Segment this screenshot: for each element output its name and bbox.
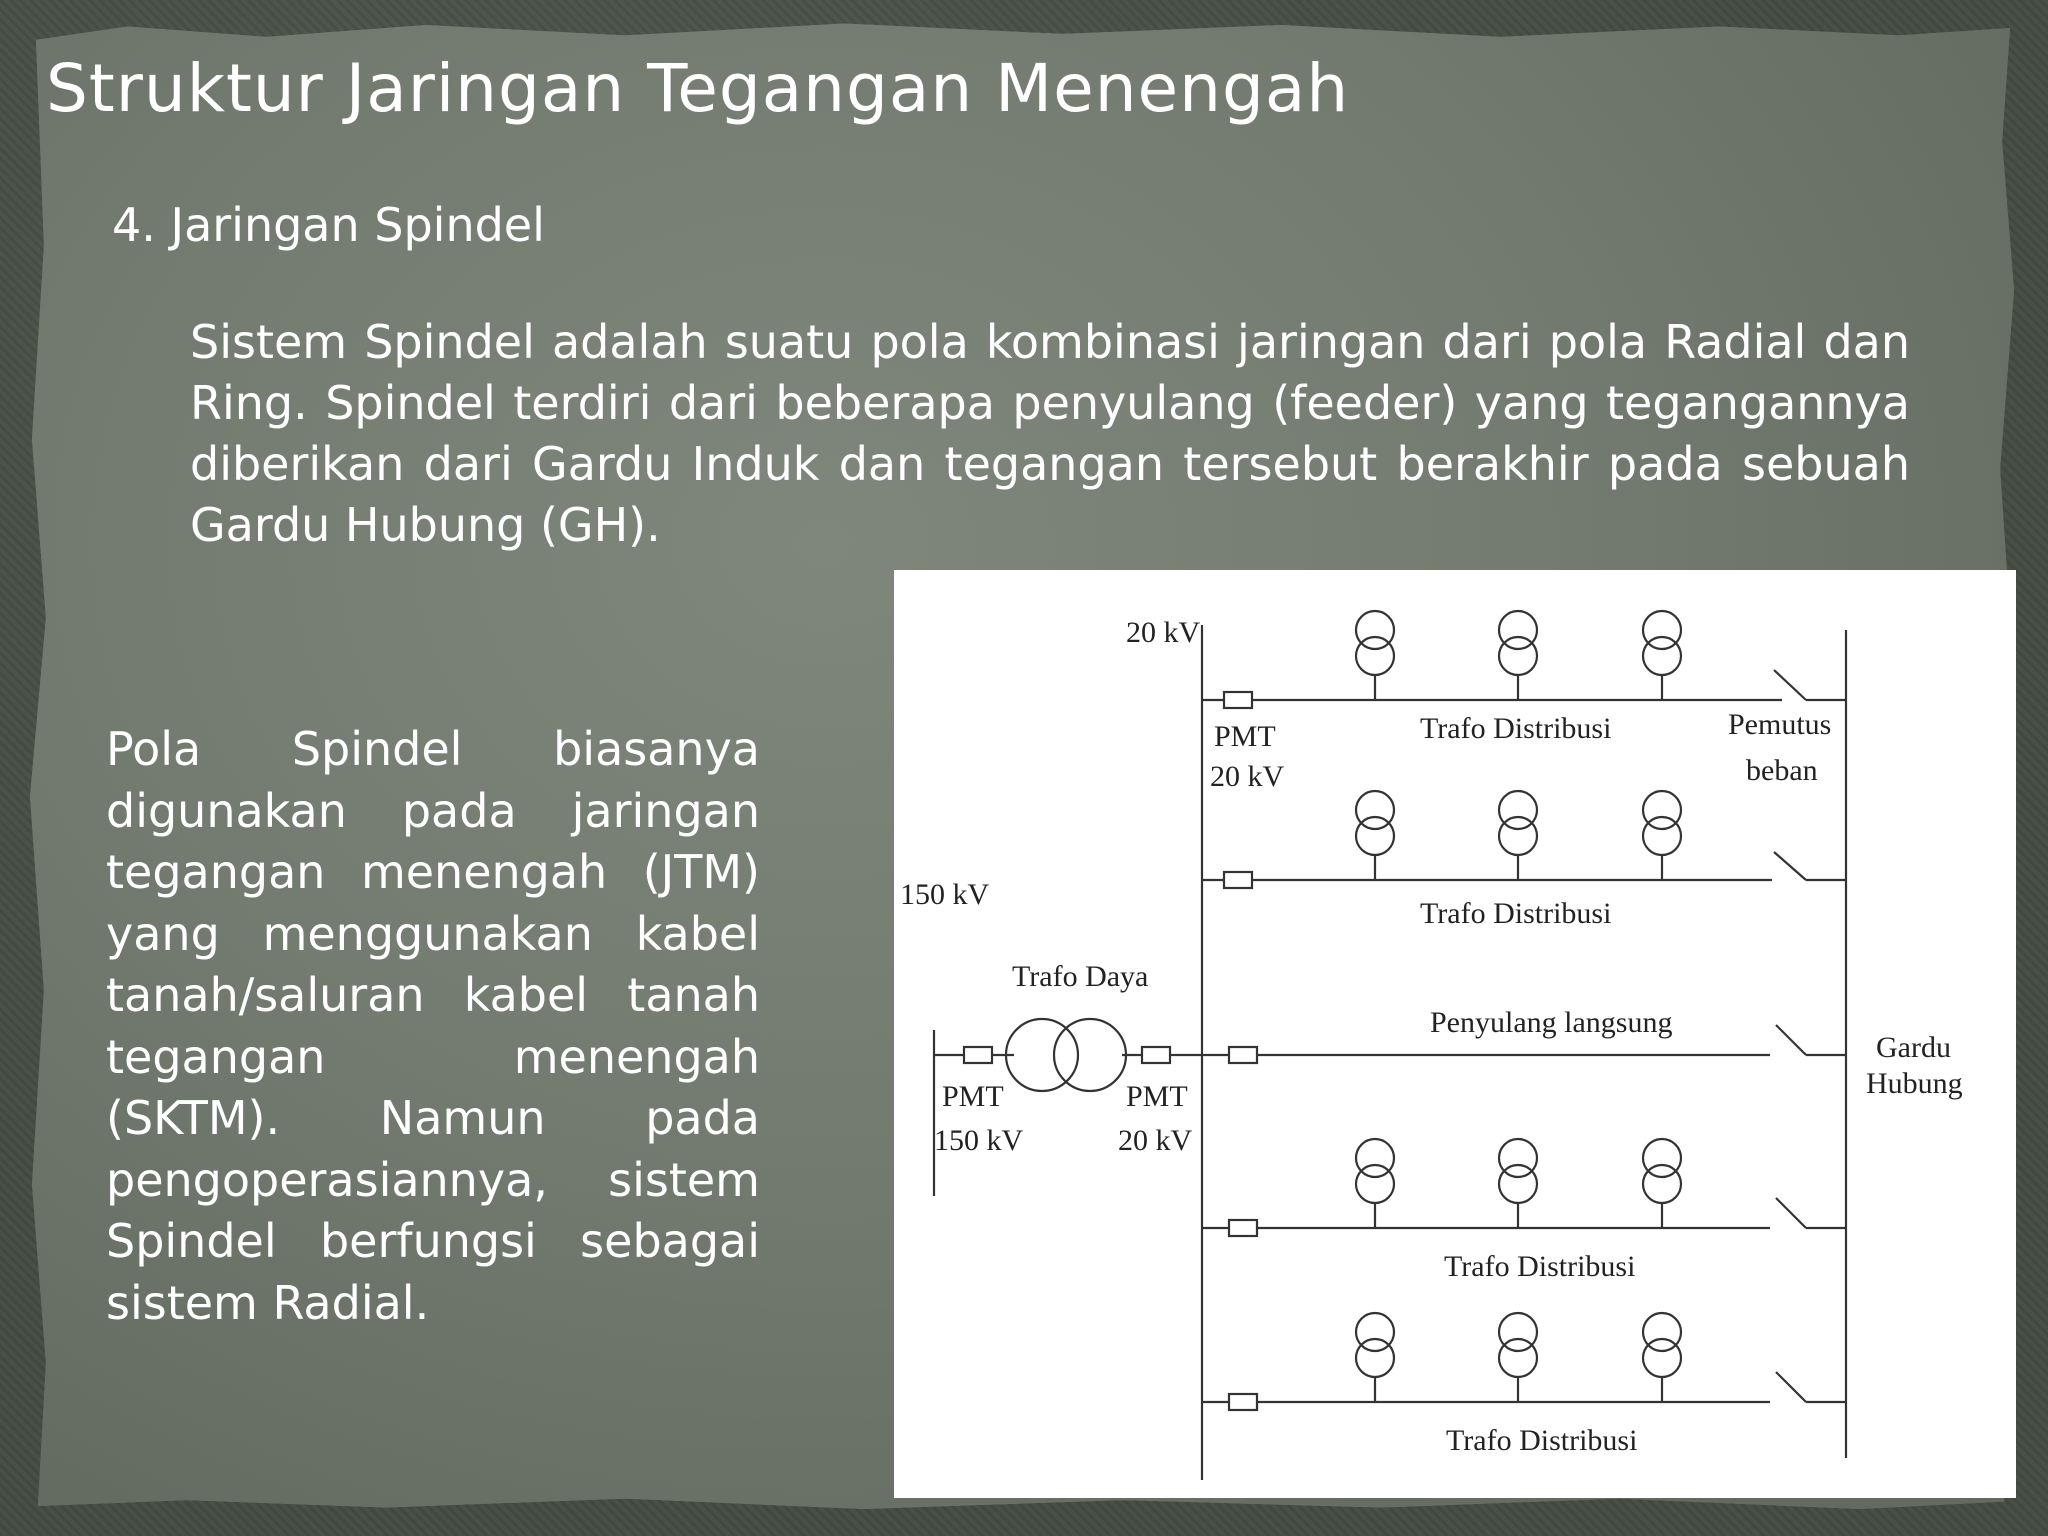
trafo-distribusi-feeder-2-1 [1356, 791, 1394, 880]
trafo-coil-lower [1356, 817, 1394, 855]
feeder-4-load-switch [1776, 1198, 1806, 1228]
trafo-distribusi-feeder-5-1 [1356, 1313, 1394, 1402]
label-pmt-150: PMT [942, 1080, 1004, 1113]
feeder-5-load-switch [1776, 1372, 1806, 1402]
trafo-distribusi-feeder-4-2 [1499, 1139, 1537, 1228]
feeder-2-load-switch [1774, 852, 1806, 880]
feeder-4-pmt [1229, 1220, 1257, 1236]
trafo-daya-primary-coil [1006, 1019, 1078, 1091]
label-pemutus: Pemutus [1728, 708, 1832, 741]
label-pmt-feeder-1: PMT [1214, 720, 1276, 753]
label-penyulang-langsung: Penyulang langsung [1430, 1006, 1673, 1039]
label-trafo-distribusi-2: Trafo Distribusi [1420, 897, 1612, 930]
intro-paragraph: Sistem Spindel adalah suatu pola kombinasi jaringan dari pola Radial dan Ring. Spindel terdiri dari beberapa penyulang (feeder) yang tegangannya diberikan dari Gardu Induk dan tegangan tersebut berakhir pada sebuah Gardu Hubung (GH). [190, 315, 1910, 552]
feeder-1-pmt [1224, 692, 1252, 708]
trafo-distribusi-feeder-5-3 [1643, 1313, 1681, 1402]
feeder-5-pmt [1229, 1394, 1257, 1410]
trafo-coil-lower [1356, 1339, 1394, 1377]
feeder-2-pmt [1224, 872, 1252, 888]
label-trafo-distribusi-4: Trafo Distribusi [1444, 1250, 1636, 1283]
trafo-distribusi-feeder-4-1 [1356, 1139, 1394, 1228]
diagram-canvas [894, 570, 2016, 1498]
feeder-3-pmt [1229, 1047, 1257, 1063]
label-beban: beban [1746, 754, 1818, 787]
trafo-distribusi-feeder-1-2 [1499, 611, 1537, 700]
trafo-distribusi-feeder-2-3 [1643, 791, 1681, 880]
trafo-coil-lower [1499, 637, 1537, 675]
trafo-coil-lower [1356, 637, 1394, 675]
label-trafo-daya: Trafo Daya [1012, 960, 1149, 993]
trafo-distribusi-feeder-1-1 [1356, 611, 1394, 700]
trafo-coil-lower [1643, 817, 1681, 855]
label-hubung: Hubung [1866, 1067, 1963, 1100]
trafo-coil-lower [1643, 1339, 1681, 1377]
label-pmt-20-trafo-rating: 20 kV [1118, 1124, 1193, 1157]
slide-title: Struktur Jaringan Tegangan Menengah [46, 50, 1350, 127]
trafo-coil-lower [1643, 1165, 1681, 1203]
diagram-wires [934, 625, 1846, 1480]
trafo-distribusi-feeder-5-2 [1499, 1313, 1537, 1402]
label-gardu: Gardu [1876, 1031, 1951, 1064]
trafo-daya-secondary-coil [1054, 1019, 1126, 1091]
feeder-3-load-switch [1776, 1025, 1806, 1055]
trafo-distribusi-feeder-2-2 [1499, 791, 1537, 880]
label-150kv-bus: 150 kV [900, 878, 990, 911]
side-paragraph: Pola Spindel biasanya digunakan pada jaringan tegangan menengah (JTM) yang menggunakan kabel tanah/saluran kabel tanah tegangan menengah (SKTM). Namun pada pengoperasiannya, sistem Spindel berfungsi sebagai sistem Radial. [106, 722, 760, 1330]
spindel-network-diagram [894, 570, 2016, 1498]
section-heading: 4. Jaringan Spindel [112, 198, 545, 252]
label-pmt-20-trafo: PMT [1126, 1080, 1188, 1113]
trafo-coil-lower [1499, 817, 1537, 855]
feeder-1-load-switch [1774, 670, 1806, 700]
pmt-150kv-breaker [964, 1047, 992, 1063]
pmt-20kv-transformer-breaker [1142, 1047, 1170, 1063]
label-trafo-distribusi-1: Trafo Distribusi [1420, 712, 1612, 745]
label-pmt-150-rating: 150 kV [934, 1124, 1024, 1157]
trafo-coil-lower [1643, 637, 1681, 675]
trafo-coil-lower [1356, 1165, 1394, 1203]
label-20kv-bus: 20 kV [1126, 616, 1201, 649]
trafo-distribusi-feeder-1-3 [1643, 611, 1681, 700]
label-pmt-feeder-1-rating: 20 kV [1210, 760, 1285, 793]
trafo-distribusi-feeder-4-3 [1643, 1139, 1681, 1228]
trafo-coil-lower [1499, 1339, 1537, 1377]
trafo-coil-lower [1499, 1165, 1537, 1203]
label-trafo-distribusi-5: Trafo Distribusi [1446, 1424, 1638, 1457]
